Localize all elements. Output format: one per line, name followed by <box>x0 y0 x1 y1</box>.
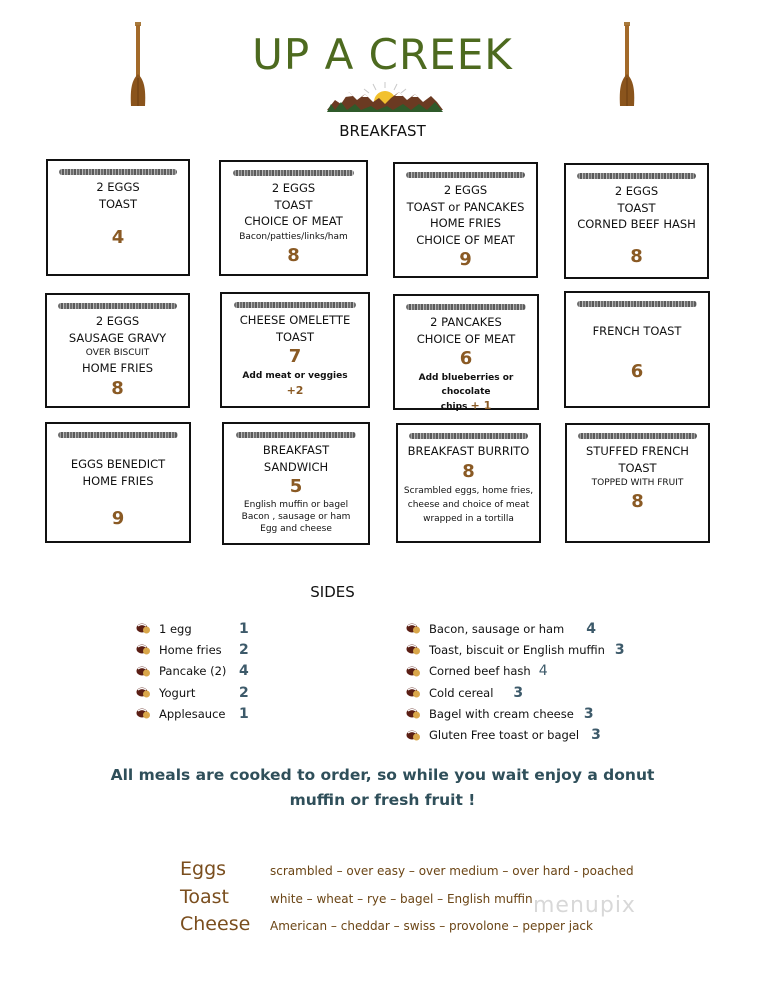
option-label: Toast <box>180 885 229 908</box>
item-line: 2 PANCAKES <box>430 315 502 329</box>
side-label: Yogurt <box>159 685 196 700</box>
item-line: BREAKFAST BURRITO <box>407 444 530 458</box>
side-label: Bagel with cream cheese <box>429 706 574 721</box>
item-detail: English muffin or bagel <box>243 500 349 510</box>
side-price: 3 <box>614 641 625 658</box>
menu-item-card <box>220 292 370 408</box>
option-values: scrambled – over easy – over medium – over hard - poached <box>270 864 634 878</box>
item-line: HOME FRIES <box>81 361 154 375</box>
menu-item-card <box>393 162 538 278</box>
squiggle-divider <box>406 304 525 310</box>
item-price: 9 <box>459 249 472 270</box>
side-price: 3 <box>583 705 594 722</box>
restaurant-title: UP A CREEK <box>252 30 513 79</box>
item-detail: OVER BISCUIT <box>85 348 150 358</box>
addon-price: +2 <box>286 384 304 397</box>
side-label: Corned beef hash <box>429 664 531 679</box>
item-line: CHOICE OF MEAT <box>244 214 343 228</box>
item-line: 2 EGGS <box>95 314 140 328</box>
item-line: BREAKFAST <box>262 443 330 457</box>
item-line: CHOICE OF MEAT <box>416 331 516 346</box>
squiggle-divider <box>577 301 696 307</box>
side-price: 4 <box>239 663 249 680</box>
option-label: Eggs <box>180 858 227 880</box>
food-bullet-icon <box>406 623 421 634</box>
item-line: CHEESE OMELETTE <box>239 313 351 327</box>
side-item <box>406 703 625 724</box>
side-item <box>136 618 249 639</box>
squiggle-divider <box>406 172 524 178</box>
addon-price: + 1 <box>470 399 492 412</box>
food-bullet-icon <box>136 623 151 634</box>
squiggle-divider <box>409 433 527 439</box>
squiggle-divider <box>59 169 177 175</box>
side-item <box>406 724 625 745</box>
squiggle-divider <box>578 433 696 439</box>
menu-item-card <box>564 163 709 279</box>
food-bullet-icon <box>136 644 151 655</box>
side-label: 1 egg <box>159 621 192 636</box>
watermark: menupix <box>533 893 636 918</box>
menu-item-card <box>564 291 710 408</box>
item-line: TOAST <box>98 196 138 211</box>
food-bullet-icon <box>136 666 151 677</box>
food-bullet-icon <box>136 687 151 698</box>
side-label: Cold cereal <box>429 685 494 700</box>
side-label: Applesauce <box>159 706 226 721</box>
food-bullet-icon <box>406 644 421 655</box>
item-line: STUFFED FRENCH <box>586 444 689 458</box>
item-line: 2 EGGS <box>443 183 488 197</box>
item-price: 7 <box>288 346 302 367</box>
item-line: TOAST <box>275 329 315 344</box>
side-price: 4 <box>586 620 596 637</box>
option-row-eggs <box>180 858 634 886</box>
item-line: SAUSAGE GRAVY <box>68 330 167 345</box>
item-price: 8 <box>630 245 643 267</box>
side-item <box>406 661 625 682</box>
item-price: 8 <box>287 244 300 266</box>
squiggle-divider <box>577 173 695 179</box>
addon-note: Add blueberries or chocolate <box>418 373 514 397</box>
sides-list-left <box>136 618 249 724</box>
sides-list-right <box>406 618 625 746</box>
item-line: CORNED BEEF HASH <box>577 217 696 231</box>
side-price: 1 <box>239 620 249 637</box>
cooked-to-order-note <box>0 763 765 813</box>
menu-item-card <box>219 160 368 276</box>
item-detail: Scrambled eggs, home fries, <box>403 485 534 496</box>
side-item <box>406 618 625 639</box>
side-item <box>406 682 625 703</box>
note-line: muffin or fresh fruit ! <box>289 791 476 809</box>
menu-item-card <box>46 159 190 276</box>
menu-item-card <box>45 422 191 543</box>
side-label: Home fries <box>159 642 222 657</box>
addon-text: chips <box>440 402 468 412</box>
item-price: 8 <box>462 460 475 482</box>
addon-note-cont <box>395 399 537 414</box>
item-price: 6 <box>459 348 473 369</box>
item-price: 5 <box>289 476 303 497</box>
item-line: 2 EGGS <box>271 181 316 195</box>
squiggle-divider <box>58 432 177 438</box>
food-bullet-icon <box>406 708 421 719</box>
side-price: 2 <box>239 684 249 701</box>
item-line: HOME FRIES <box>82 473 154 488</box>
option-values: American – cheddar – swiss – provolone – pepper jack <box>270 919 593 933</box>
menu-item-card <box>396 423 541 543</box>
side-label: Bacon, sausage or ham <box>429 621 565 636</box>
item-price: 4 <box>111 227 125 248</box>
item-line: EGGS BENEDICT <box>70 457 166 471</box>
menu-item-card <box>565 423 710 543</box>
menu-item-card <box>393 294 539 410</box>
item-line: FRENCH TOAST <box>592 324 682 338</box>
item-detail: Bacon , sausage or ham <box>241 512 351 522</box>
item-detail: TOPPED WITH FRUIT <box>591 478 684 488</box>
squiggle-divider <box>236 432 357 438</box>
item-line: 2 EGGS <box>614 184 659 198</box>
food-bullet-icon <box>406 666 421 677</box>
side-label: Toast, biscuit or English muffin <box>429 642 605 657</box>
squiggle-divider <box>58 303 176 309</box>
side-price: 1 <box>239 705 249 722</box>
side-label: Pancake (2) <box>159 664 227 679</box>
item-detail: Bacon/patties/links/ham <box>239 231 348 242</box>
squiggle-divider <box>234 302 357 308</box>
option-values: white – wheat – rye – bagel – English muffin <box>270 891 533 906</box>
side-price: 2 <box>239 641 249 658</box>
food-bullet-icon <box>406 687 421 698</box>
mountain-sunrise-logo <box>327 80 443 112</box>
side-item <box>136 661 249 682</box>
food-bullet-icon <box>136 708 151 719</box>
side-price: 3 <box>513 684 524 701</box>
breakfast-heading: BREAKFAST <box>339 122 426 140</box>
item-line: TOAST <box>618 460 657 475</box>
item-line: 2 EGGS <box>96 180 140 194</box>
menu-item-card <box>222 422 370 545</box>
item-detail: wrapped in a tortilla <box>423 513 514 524</box>
addon-note: Add meat or veggies <box>242 371 348 381</box>
side-label: Gluten Free toast or bagel <box>429 728 580 743</box>
option-label: Cheese <box>180 913 251 935</box>
side-item <box>406 639 625 660</box>
item-price: 8 <box>111 377 124 399</box>
item-line: TOAST <box>274 197 313 212</box>
item-line: TOAST <box>617 200 656 215</box>
menu-item-card <box>45 293 190 408</box>
side-price: 3 <box>591 727 601 744</box>
side-item <box>136 703 249 724</box>
item-price: 6 <box>630 360 644 382</box>
side-item <box>136 682 249 703</box>
sides-heading: SIDES <box>310 583 355 601</box>
item-line: CHOICE OF MEAT <box>416 232 515 247</box>
item-detail: Egg and cheese <box>260 524 332 534</box>
item-detail: cheese and choice of meat <box>407 499 530 510</box>
note-line: All meals are cooked to order, so while you wait enjoy a donut <box>110 766 655 784</box>
side-price: 4 <box>538 663 548 680</box>
item-line: SANDWICH <box>263 459 329 474</box>
squiggle-divider <box>233 170 355 176</box>
side-item <box>136 639 249 660</box>
item-line: HOME FRIES <box>429 216 502 230</box>
food-bullet-icon <box>406 730 421 741</box>
item-line: TOAST or PANCAKES <box>406 199 525 214</box>
item-price: 9 <box>111 508 125 529</box>
item-price: 8 <box>631 491 644 512</box>
